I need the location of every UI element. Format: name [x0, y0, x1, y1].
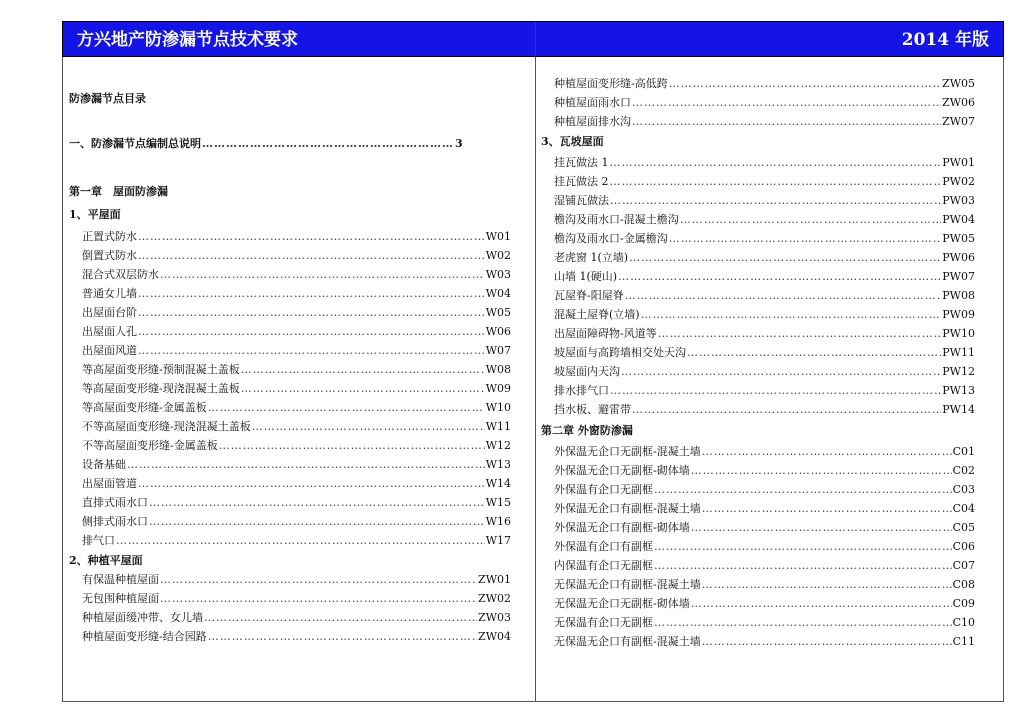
toc-entry-title: 出屋面台阶	[82, 306, 137, 319]
section-1-title: 1、平屋面	[69, 208, 121, 221]
toc-entry-code: C10	[952, 616, 975, 629]
column-divider	[535, 57, 536, 701]
toc-entry[interactable]	[69, 589, 511, 608]
edition-label: 2014 年版	[901, 30, 989, 50]
toc-entry-title: 等高屋面变形缝-现浇混凝土盖板	[82, 382, 240, 395]
toc-entry-code: PW03	[942, 194, 975, 207]
toc-entry-code: ZW05	[942, 77, 975, 90]
leader-dots	[632, 112, 941, 131]
toc-entry-title: 外保温无企口有副框-混凝土墙	[554, 502, 701, 515]
toc-entry[interactable]	[69, 570, 511, 589]
toc-entry-code: W12	[485, 439, 511, 452]
toc-entry-title: 无保温无企口无副框-砌体墙	[554, 597, 690, 610]
toc-entry-code: C02	[952, 464, 975, 477]
leader-dots	[208, 398, 485, 417]
toc-entry-title: 种植屋面变形缝-高低跨	[554, 77, 668, 90]
toc-entry[interactable]	[69, 227, 511, 246]
toc-entry[interactable]	[69, 284, 511, 303]
toc-entry-code: W01	[485, 230, 511, 243]
toc-entry-code: ZW06	[942, 96, 975, 109]
leader-dots	[702, 575, 952, 594]
toc-entry-code: W07	[485, 344, 511, 357]
leader-dots	[669, 74, 941, 93]
toc-entry-title: 无保温无企口有副框-混凝土墙	[554, 635, 701, 648]
toc-entry-title: 排水排气口	[554, 384, 609, 397]
toc-entry[interactable]	[541, 400, 975, 419]
toc-entry[interactable]	[541, 499, 975, 518]
right-column	[541, 74, 975, 651]
toc-entry[interactable]	[541, 286, 975, 305]
chapter-2-title: 第二章 外窗防渗漏	[541, 424, 633, 437]
general-notes-label: 一、防渗漏节点编制总说明	[69, 137, 201, 150]
toc-entry[interactable]	[541, 93, 975, 112]
toc-entry-title: 湿铺瓦做法	[554, 194, 609, 207]
leader-dots	[149, 512, 485, 531]
toc-entry-code: C07	[952, 559, 975, 572]
toc-entry-code: PW09	[942, 308, 975, 321]
toc-entry-code: PW01	[942, 156, 975, 169]
document-title: 方兴地产防渗漏节点技术要求	[77, 30, 298, 50]
leader-dots	[654, 480, 952, 499]
toc-entry-code: W02	[485, 249, 511, 262]
toc-entry-code: C04	[952, 502, 975, 515]
toc-entry-code: PW12	[942, 365, 975, 378]
leader-dots	[138, 246, 485, 265]
toc-entry-title: 正置式防水	[82, 230, 137, 243]
leader-dots	[654, 613, 952, 632]
leader-dots	[632, 400, 941, 419]
toc-entry-title: 外保温无企口无副框-混凝土墙	[554, 445, 701, 458]
toc-entry-title: 无保温无企口有副框-混凝土墙	[554, 578, 701, 591]
toc-entry-title: 外保温无企口无副框-砌体墙	[554, 464, 690, 477]
toc-entry[interactable]	[541, 613, 975, 632]
toc-entry-title: 混凝土屋脊(立墙)	[554, 308, 640, 321]
leader-dots	[658, 324, 942, 343]
toc-entry-code: C05	[952, 521, 975, 534]
toc-entry[interactable]	[69, 512, 511, 531]
toc-entry-code: PW10	[942, 327, 975, 340]
section-1-list	[69, 227, 511, 550]
toc-entry[interactable]	[541, 305, 975, 324]
leader-dots	[138, 284, 485, 303]
toc-entry-title: 檐沟及雨水口-金属檐沟	[554, 232, 668, 245]
toc-entry[interactable]	[69, 474, 511, 493]
toc-entry-code: C03	[952, 483, 975, 496]
toc-entry-code: PW08	[942, 289, 975, 302]
leader-dots	[208, 627, 477, 646]
toc-entry[interactable]	[541, 575, 975, 594]
toc-entry[interactable]	[69, 436, 511, 455]
leader-dots	[204, 608, 477, 627]
toc-entry[interactable]	[69, 398, 511, 417]
toc-entry-title: 老虎窗 1(立墙)	[554, 251, 629, 264]
toc-entry-title: 出屋面风道	[82, 344, 137, 357]
toc-entry[interactable]	[541, 153, 975, 172]
toc-entry-code: W08	[485, 363, 511, 376]
header-divider	[535, 22, 536, 56]
toc-entry[interactable]	[69, 246, 511, 265]
toc-entry-title: 排气口	[82, 534, 115, 547]
leader-dots	[691, 594, 952, 613]
toc-entry[interactable]	[541, 191, 975, 210]
toc-entry[interactable]	[541, 248, 975, 267]
toc-entry-title: 坡屋面与高跨墙相交处天沟	[554, 346, 686, 359]
leader-dots	[702, 499, 952, 518]
leader-dots	[138, 303, 485, 322]
toc-entry[interactable]	[541, 324, 975, 343]
toc-entry-code: PW06	[942, 251, 975, 264]
toc-entry-code: ZW04	[478, 630, 511, 643]
toc-entry[interactable]	[541, 112, 975, 131]
leader-dots	[202, 134, 454, 153]
toc-entry[interactable]	[69, 360, 511, 379]
toc-entry-title: 不等高屋面变形缝-金属盖板	[82, 439, 218, 452]
leader-dots	[160, 570, 477, 589]
leader-dots	[680, 210, 942, 229]
leader-dots	[241, 379, 485, 398]
general-notes-page: 3	[455, 137, 463, 150]
toc-entry-title: 等高屋面变形缝-金属盖板	[82, 401, 207, 414]
toc-entry-title: 侧排式雨水口	[82, 515, 148, 528]
toc-entry-title: 外保温无企口有副框-砌体墙	[554, 521, 690, 534]
toc-entry[interactable]	[69, 379, 511, 398]
toc-entry-code: PW05	[942, 232, 975, 245]
toc-entry-title: 有保温种植屋面	[82, 573, 159, 586]
toc-entry-code: W17	[485, 534, 511, 547]
toc-entry-title: 檐沟及雨水口-混凝土檐沟	[554, 213, 679, 226]
toc-entry-code: C09	[952, 597, 975, 610]
toc-entry-code: C06	[952, 540, 975, 553]
leader-dots	[654, 537, 952, 556]
toc-entry-code: PW07	[942, 270, 975, 283]
toc-entry[interactable]	[69, 417, 511, 436]
toc-entry-title: 混合式双层防水	[82, 268, 159, 281]
toc-title: 防渗漏节点目录	[69, 92, 146, 105]
toc-entry-title: 普通女儿墙	[82, 287, 137, 300]
toc-entry[interactable]	[541, 267, 975, 286]
toc-entry-title: 山墙 1(硬山)	[554, 270, 618, 283]
toc-entry[interactable]	[541, 556, 975, 575]
leader-dots	[610, 191, 941, 210]
chapter-1-title: 第一章 屋面防渗漏	[69, 185, 168, 198]
toc-entry-code: W04	[485, 287, 511, 300]
leader-dots	[138, 227, 485, 246]
toc-entry-title: 出屋面障碍物-风道等	[554, 327, 657, 340]
leader-dots	[702, 442, 952, 461]
toc-entry-code: W03	[485, 268, 511, 281]
toc-entry[interactable]	[69, 493, 511, 512]
leader-dots	[138, 474, 485, 493]
toc-entry[interactable]	[541, 229, 975, 248]
toc-entry-title: 内保温有企口无副框	[554, 559, 653, 572]
toc-entry-code: W16	[485, 515, 511, 528]
leader-dots	[138, 341, 485, 360]
toc-entry[interactable]	[541, 362, 975, 381]
toc-entry[interactable]	[541, 537, 975, 556]
toc-entry[interactable]	[541, 172, 975, 191]
leader-dots	[702, 632, 952, 651]
toc-entry[interactable]	[541, 210, 975, 229]
toc-entry-code: PW14	[942, 403, 975, 416]
toc-entry-title: 无保温有企口无副框	[554, 616, 653, 629]
toc-entry-title: 出屋面人孔	[82, 325, 137, 338]
toc-entry-code: W06	[485, 325, 511, 338]
leader-dots	[241, 360, 485, 379]
leader-dots	[654, 556, 952, 575]
leader-dots	[691, 461, 952, 480]
toc-entry[interactable]	[541, 74, 975, 93]
leader-dots	[610, 153, 942, 172]
section-3-title: 3、瓦坡屋面	[541, 135, 604, 148]
toc-entry-title: 种植屋面雨水口	[554, 96, 631, 109]
toc-entry[interactable]	[541, 632, 975, 651]
toc-entry-code: W15	[485, 496, 511, 509]
toc-entry-title: 种植屋面变形缝-结合园路	[82, 630, 207, 643]
toc-entry-title: 不等高屋面变形缝-现浇混凝土盖板	[82, 420, 251, 433]
leader-dots	[691, 518, 952, 537]
section-2-title: 2、种植平屋面	[69, 554, 143, 567]
toc-entry[interactable]	[69, 627, 511, 646]
toc-entry-title: 出屋面管道	[82, 477, 137, 490]
toc-entry-title: 种植屋面排水沟	[554, 115, 631, 128]
toc-entry-code: PW04	[942, 213, 975, 226]
toc-entry-code: W10	[485, 401, 511, 414]
leader-dots	[629, 248, 941, 267]
leader-dots	[160, 589, 477, 608]
section-3-list	[541, 153, 975, 419]
toc-entry[interactable]	[69, 265, 511, 284]
toc-entry[interactable]	[69, 455, 511, 474]
general-notes-entry	[69, 134, 511, 153]
chapter-2-list	[541, 442, 975, 651]
toc-entry-code: W05	[485, 306, 511, 319]
toc-entry[interactable]	[69, 608, 511, 627]
toc-entry-code: W11	[485, 420, 511, 433]
toc-entry-code: W13	[485, 458, 511, 471]
leader-dots	[138, 322, 485, 341]
toc-entry-title: 外保温有企口有副框	[554, 540, 653, 553]
leader-dots	[621, 362, 941, 381]
leader-dots	[669, 229, 942, 248]
toc-entry-code: W09	[485, 382, 511, 395]
toc-entry[interactable]	[69, 322, 511, 341]
left-column	[69, 57, 511, 646]
toc-entry-title: 设备基础	[82, 458, 126, 471]
toc-entry-title: 种植屋面缓冲带、女儿墙	[82, 611, 203, 624]
toc-entry-title: 外保温有企口无副框	[554, 483, 653, 496]
toc-entry[interactable]	[69, 303, 511, 322]
toc-entry[interactable]	[541, 381, 975, 400]
toc-entry-code: W14	[485, 477, 511, 490]
toc-entry[interactable]	[541, 518, 975, 537]
section-2-continued-list	[541, 74, 975, 131]
toc-entry-title: 倒置式防水	[82, 249, 137, 262]
toc-entry-code: ZW02	[478, 592, 511, 605]
toc-entry[interactable]	[69, 341, 511, 360]
leader-dots	[219, 436, 485, 455]
toc-entry-title: 挡水板、避雷带	[554, 403, 631, 416]
section-2-list	[69, 570, 511, 646]
toc-entry[interactable]	[541, 461, 975, 480]
document-header	[62, 21, 1004, 57]
toc-entry-title: 瓦屋脊-阳屋脊	[554, 289, 624, 302]
leader-dots	[687, 343, 941, 362]
leader-dots	[116, 531, 485, 550]
toc-entry-title: 直排式雨水口	[82, 496, 148, 509]
toc-entry-code: ZW03	[478, 611, 511, 624]
toc-entry-title: 挂瓦做法 2	[554, 175, 609, 188]
toc-entry-title: 等高屋面变形缝-预制混凝土盖板	[82, 363, 240, 376]
leader-dots	[127, 455, 485, 474]
toc-entry-code: PW02	[942, 175, 975, 188]
leader-dots	[610, 381, 941, 400]
leader-dots	[641, 305, 942, 324]
toc-entry[interactable]	[541, 442, 975, 461]
toc-entry[interactable]	[541, 480, 975, 499]
toc-entry-title: 坡屋面内天沟	[554, 365, 620, 378]
toc-entry-code: PW13	[942, 384, 975, 397]
toc-entry-code: PW11	[942, 346, 975, 359]
toc-entry-code: C11	[952, 635, 975, 648]
toc-entry[interactable]	[69, 531, 511, 550]
toc-entry-code: ZW07	[942, 115, 975, 128]
leader-dots	[160, 265, 485, 284]
leader-dots	[632, 93, 941, 112]
toc-entry[interactable]	[541, 594, 975, 613]
leader-dots	[625, 286, 942, 305]
toc-entry-code: C08	[952, 578, 975, 591]
toc-entry-title: 无包围种植屋面	[82, 592, 159, 605]
leader-dots	[252, 417, 485, 436]
toc-entry[interactable]	[541, 343, 975, 362]
leader-dots	[149, 493, 485, 512]
leader-dots	[618, 267, 941, 286]
toc-entry-title: 挂瓦做法 1	[554, 156, 609, 169]
toc-entry-code: ZW01	[478, 573, 511, 586]
leader-dots	[610, 172, 942, 191]
toc-entry-code: C01	[952, 445, 975, 458]
